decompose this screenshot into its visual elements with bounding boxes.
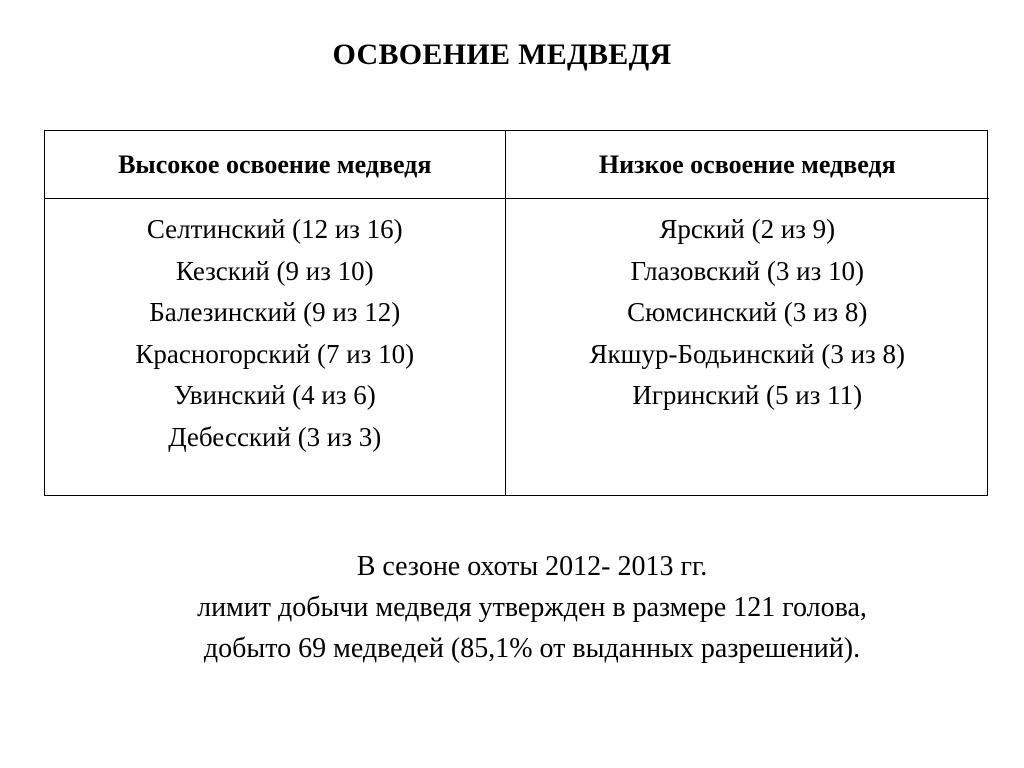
list-item: Дебесский (3 из 3) — [168, 421, 382, 452]
list-item: Якшур-Бодьинский (3 из 8) — [589, 338, 905, 369]
list-item: Игринский (5 из 11) — [632, 380, 863, 410]
list-item: Красногорский (7 из 10) — [135, 338, 415, 369]
list-item: Ярский (2 из 9) — [659, 214, 836, 244]
development-table — [44, 130, 988, 496]
summary-line-limit: лимит добычи медведя утвержден в размере 121 голова, — [197, 592, 867, 623]
summary-line-harvested: добыто 69 медведей (85,1% от выданных разрешений). — [203, 633, 861, 664]
header-low-development: Низкое освоение медведя — [505, 131, 989, 199]
table-header-row — [45, 131, 989, 199]
list-item: Балезинский (9 из 12) — [149, 297, 401, 327]
list-item: Кезский (9 из 10) — [175, 255, 374, 286]
list-item: Глазовский (3 из 10) — [630, 255, 864, 286]
page-title: ОСВОЕНИЕ МЕДВЕДЯ — [332, 38, 672, 71]
list-item: Сюмсинский (3 из 8) — [627, 297, 868, 327]
low-development-cell — [505, 199, 989, 496]
season-summary — [0, 546, 1024, 669]
summary-line-season: В сезоне охоты 2012- 2013 гг. — [356, 551, 708, 582]
table-body-row — [45, 199, 989, 496]
bear-development-table — [45, 131, 989, 495]
list-item: Селтинский (12 из 16) — [146, 214, 403, 244]
list-item: Увинский (4 из 6) — [173, 380, 376, 410]
high-development-cell — [45, 199, 505, 496]
header-high-development: Высокое освоение медведя — [45, 131, 505, 199]
